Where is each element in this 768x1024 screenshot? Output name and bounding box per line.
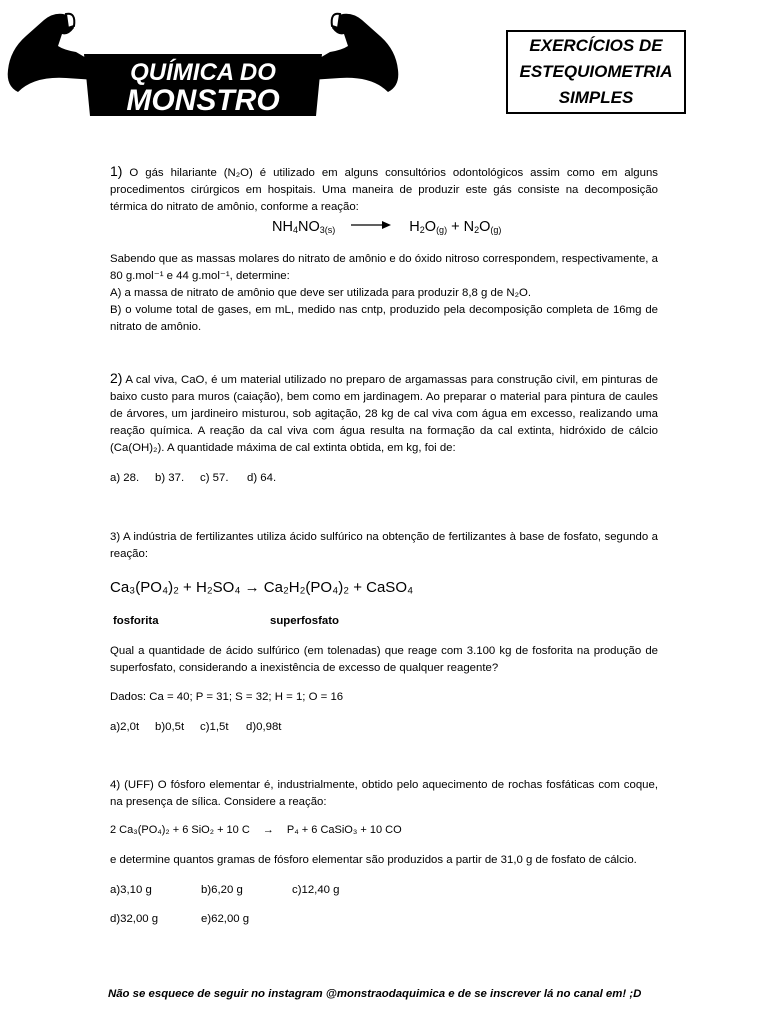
title-box [506,30,686,114]
logo-graphic [4,6,402,118]
question-3-label-right: superfosfato [270,615,339,627]
right-arm-icon [306,14,398,92]
question-2-number: 2) [110,370,123,386]
eq1-product1-state: (g) [436,225,448,235]
question-4-options-row-1 [110,882,410,899]
question-1-intro-text: O gás hilariante (N₂O) é utilizado em alguns consultórios odontológicos assim como em alguns procedimentos cirúrgicos em hospitais. Uma maneira de produzir este gás consiste na decomposição térmica do nitrato de amônio, conforme a reação: [110,167,659,213]
question-2-text-block [110,370,658,457]
left-arm-icon [8,14,100,92]
question-1-item-b: B) o volume total de gases, em mL, medido nas cntp, produzido pela decomposição completa de 16mg de nitrato de amônio. [110,304,658,333]
question-4-option-a: a)3,10 g [110,884,152,896]
question-3-option-b: b)0,5t [155,721,185,733]
question-2-options [110,470,410,487]
eq3-left: Ca₃(PO₄)₂ + H₂SO₄ [110,579,241,596]
question-3-equation [110,579,413,596]
question-4-intro: 4) (UFF) O fósforo elementar é, industrialmente, obtido pelo aquecimento de rochas fosfáticas com coque, na presença de sílica. Considere a reação: [110,779,658,808]
question-4-question: e determine quantos gramas de fósforo elementar são produzidos a partir de 31,0 g de fosfato de cálcio. [110,854,637,866]
logo [4,6,402,118]
question-4-option-d: d)32,00 g [110,913,159,925]
eq1-product2-state: (g) [490,225,502,235]
question-1-body [110,251,658,336]
question-1-number: 1) [110,163,123,179]
question-3-option-d: d)0,98t [246,721,282,733]
question-3-label-left: fosforita [113,615,159,627]
question-4-options-row-2 [110,911,410,928]
footer-note: Não se esquece de seguir no instagram @monstraodaquimica e de se inscrever lá no canal em! ;D [108,988,642,1000]
eq1-product1-b: O [424,219,437,235]
eq1-reactant-b: NO [297,219,320,235]
question-4-equation [110,824,402,836]
logo-text-line2: MONSTRO [126,84,280,117]
question-3-option-c: c)1,5t [200,721,229,733]
question-1-item-a: A) a massa de nitrato de amônio que deve ser utilizada para produzir 8,8 g de N₂O. [110,287,532,299]
question-3-intro: 3) A indústria de fertilizantes utiliza ácido sulfúrico na obtenção de fertilizantes à base de fosfato, segundo a reação: [110,531,658,560]
eq1-reactant-sub2: 3(s) [319,225,336,235]
eq4-left: 2 Ca₃(PO₄)₂ + 6 SiO₂ + 10 C [110,824,250,836]
eq1-product1-a: H [409,219,420,235]
question-3-options [110,719,410,736]
eq4-right: P₄ + 6 CaSiO₃ + 10 CO [286,824,402,836]
eq1-reactant-sub1: 4 [292,225,298,235]
eq1-product1-sub: 2 [419,225,425,235]
question-3-option-a: a)2,0t [110,721,140,733]
question-2-option-d: d) 64. [247,472,277,484]
eq3-arrow-icon: → [244,579,260,596]
question-4-option-e: e)62,00 g [201,913,250,925]
eq1-product2-b: O [479,219,491,235]
eq1-reactant-a: NH [272,219,293,235]
question-3-data: Dados: Ca = 40; P = 31; S = 32; H = 1; O = 16 [110,691,344,703]
eq3-right: Ca₂H₂(PO₄)₂ + CaSO₄ [263,579,414,596]
title-line-2: ESTEQUIOMETRIA [519,62,673,81]
question-1-equation [272,219,501,235]
question-2-option-b: b) 37. [155,472,185,484]
eq1-product2-a: + N [451,219,475,235]
question-4-option-c: c)12,40 g [292,884,340,896]
question-3-question: Qual a quantidade de ácido sulfúrico (em tolenadas) que reage com 3.100 kg de fosforita na produção de superfosfato, considerando a inexistência de excesso de qualquer reagente? [110,645,658,674]
logo-text-line1: QUÍMICA DO [130,59,276,86]
question-2-option-c: c) 57. [200,472,229,484]
eq4-arrow-icon: → [262,824,274,836]
question-1-text: Sabendo que as massas molares do nitrato de amônio e do óxido nitroso correspondem, respectivamente, a 80 g.mol⁻¹ e 44 g.mol⁻¹, determine: [110,253,658,282]
title-line-3: SIMPLES [558,88,634,107]
question-2-text: A cal viva, CaO, é um material utilizado no preparo de argamassas para construção civil, em pinturas de baixo custo para muros (caiação), bem como em jardinagem. Ao preparar o material para pintura de caules de árvores, um jardineiro misturou, sob agitação, 28 kg de cal viva com água em excesso, realizando uma reação química. A reação da cal viva com água resulta na formação da cal extinta, hidróxido de cálcio (Ca(OH)₂). A quantidade máxima de cal extinta obtida, em kg, foi de: [110,374,658,454]
reaction-arrow-icon [351,220,391,230]
title-line-1: EXERCÍCIOS DE [529,36,663,55]
question-4-option-b: b)6,20 g [201,884,243,896]
eq1-product2-sub: 2 [474,225,480,235]
question-1-intro [110,163,658,216]
question-2-option-a: a) 28. [110,472,140,484]
